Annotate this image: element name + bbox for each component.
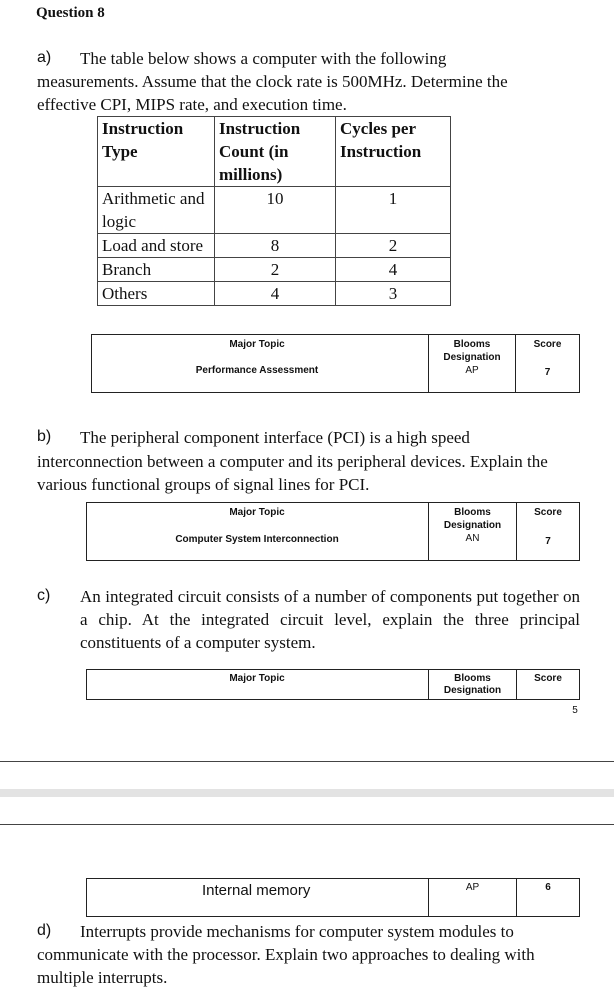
part-a-text: measurements. Assume that the clock rate is 500MHz. Determine the effective CPI, MIPS rate, and execution time.	[37, 72, 508, 114]
table-row	[98, 282, 451, 306]
part-c-label: c)	[37, 587, 51, 604]
page-gap	[0, 789, 614, 797]
major-topic-label: Major Topic	[229, 339, 285, 350]
major-topic-value: Computer System Interconnection	[175, 534, 339, 545]
table-row	[98, 234, 451, 258]
score-value: 7	[544, 367, 551, 378]
table-row	[98, 187, 451, 234]
major-topic-value: Performance Assessment	[195, 365, 319, 376]
table-cell: Branch	[98, 258, 215, 282]
table-cell: 10	[215, 187, 336, 234]
table-cell: 3	[336, 282, 451, 306]
topic-box-a	[91, 334, 580, 393]
score-label: Score	[534, 673, 562, 684]
blooms-value: AP	[465, 882, 480, 893]
table-cell: 1	[336, 187, 451, 234]
part-a-label: a)	[37, 49, 52, 66]
topic-box-c	[86, 669, 580, 700]
score-label: Score	[534, 507, 562, 518]
table-cell: Load and store	[98, 234, 215, 258]
score-value: 7	[545, 536, 551, 547]
major-topic-label: Major Topic	[229, 673, 285, 684]
part-d-text: communicate with the processor. Explain two approaches to dealing with multiple interrupts.	[37, 945, 535, 987]
designation-label: Designation	[443, 352, 501, 363]
blooms-label: Blooms	[453, 339, 491, 350]
instruction-table	[97, 116, 451, 306]
designation-label: Designation	[443, 685, 502, 696]
page-divider	[0, 824, 614, 825]
score-value: 6	[545, 882, 551, 893]
question-title: Question 8	[36, 5, 105, 21]
blooms-value: AP	[465, 365, 479, 376]
major-topic-label: Major Topic	[229, 507, 285, 518]
table-header: Cycles per Instruction	[336, 117, 451, 187]
part-d-text-line1: Interrupts provide mechanisms for computer system modules to	[80, 922, 514, 941]
table-row	[98, 258, 451, 282]
page-divider	[0, 761, 614, 762]
major-topic-value: Internal memory	[202, 882, 311, 899]
score-label: Score	[533, 339, 562, 350]
blooms-value: AN	[465, 533, 480, 544]
table-cell: 4	[336, 258, 451, 282]
part-c-text: An integrated circuit consists of a number of components put together on a chip. At the integrated circuit level, explain the three principal constituents of a computer system.	[80, 587, 580, 652]
table-header-row	[98, 117, 451, 187]
part-b-text-line1: The peripheral component interface (PCI) is a high speed	[80, 428, 470, 447]
table-cell: Others	[98, 282, 215, 306]
blooms-label: Blooms	[454, 673, 491, 684]
topic-box-b	[86, 502, 580, 561]
topic-box-d	[86, 878, 580, 917]
table-cell: 2	[336, 234, 451, 258]
table-cell: Arithmetic and logic	[98, 187, 215, 234]
table-cell: 8	[215, 234, 336, 258]
blooms-label: Blooms	[454, 507, 491, 518]
part-b-text: interconnection between a computer and its peripheral devices. Explain the various functional groups of signal lines for PCI.	[37, 452, 548, 494]
part-d-label: d)	[37, 922, 52, 939]
table-header: Instruction Type	[98, 117, 215, 187]
table-header: Instruction Count (in millions)	[215, 117, 336, 187]
table-cell: 2	[215, 258, 336, 282]
designation-label: Designation	[443, 520, 502, 531]
score-value: 5	[572, 705, 578, 716]
table-cell: 4	[215, 282, 336, 306]
part-b-label: b)	[37, 428, 52, 445]
part-a-text-line1: The table below shows a computer with the following	[80, 49, 447, 68]
